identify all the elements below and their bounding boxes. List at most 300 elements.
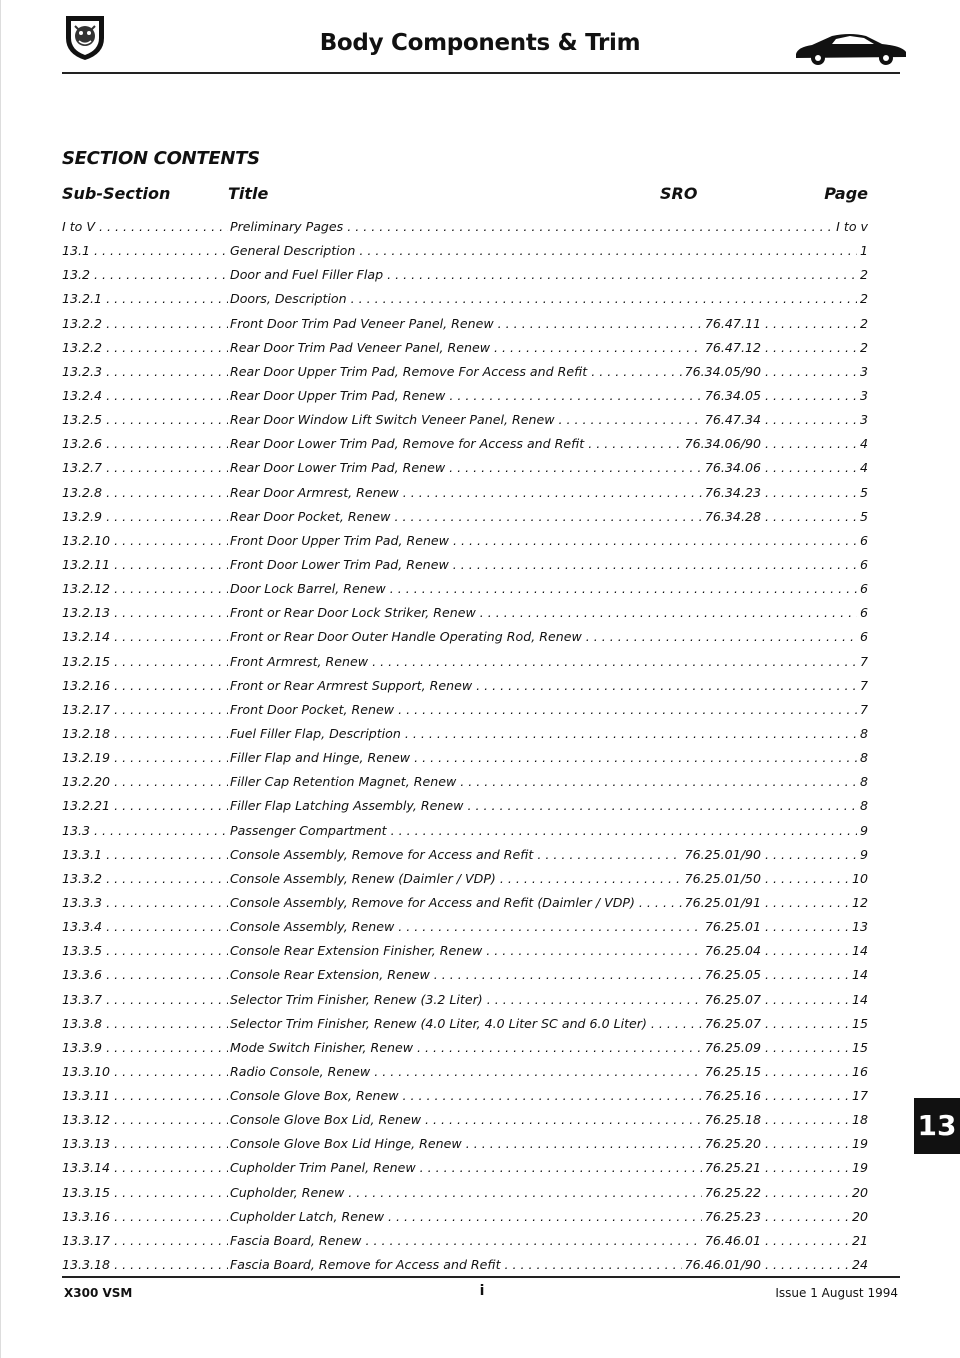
leader-dots <box>374 1060 702 1084</box>
toc-sub-section: 13.3.13 <box>62 1136 111 1152</box>
leader-dots <box>651 1012 702 1036</box>
toc-sub-section: 13.2.2 <box>62 315 103 331</box>
toc-entry-title: Selector Trim Finisher, Renew (3.2 Liter) <box>230 991 483 1007</box>
toc-entry-title: Console Assembly, Remove for Access and Refit <box>230 846 534 862</box>
leader-dots <box>765 1060 849 1084</box>
header-divider <box>62 72 900 74</box>
toc-page-number: 18 <box>851 1112 868 1128</box>
toc-entry-title: Rear Door Upper Trim Pad, Remove For Access and Refit <box>230 363 588 379</box>
toc-row <box>62 312 868 336</box>
toc-entry-title: Rear Door Pocket, Renew <box>230 508 391 524</box>
column-header-sro: SRO <box>660 184 698 203</box>
toc-sub-section: I to V <box>62 219 95 234</box>
leader-dots <box>765 456 857 480</box>
toc-entry-title: Front Door Upper Trim Pad, Renew <box>230 532 449 548</box>
leader-dots <box>106 312 228 336</box>
toc-page-number: 16 <box>851 1063 868 1079</box>
toc-page-number: 19 <box>851 1136 868 1152</box>
leader-dots <box>765 384 857 408</box>
leader-dots <box>114 1205 228 1229</box>
leader-dots <box>588 432 681 456</box>
leader-dots <box>394 505 701 529</box>
leader-dots <box>114 529 228 553</box>
toc-sro-code: 76.25.01/90 <box>684 846 761 862</box>
leader-dots <box>114 1253 228 1277</box>
leader-dots <box>765 432 857 456</box>
toc-page-number: 14 <box>851 967 868 983</box>
toc-sub-section: 13.2.14 <box>62 629 111 645</box>
leader-dots <box>106 456 228 480</box>
leader-dots <box>106 384 228 408</box>
leader-dots <box>114 577 228 601</box>
leader-dots <box>765 481 857 505</box>
toc-sro-code: 76.25.01/50 <box>684 870 761 886</box>
toc-row <box>62 287 868 311</box>
toc-row <box>62 577 868 601</box>
footer-page-number: i <box>479 1283 485 1299</box>
leader-dots <box>765 988 849 1012</box>
toc-page-number: 20 <box>851 1208 868 1224</box>
toc-sub-section: 13.3.15 <box>62 1184 111 1200</box>
toc-entry-title: General Description <box>230 243 356 259</box>
leader-dots <box>765 891 849 915</box>
toc-sub-section: 13.3.16 <box>62 1208 111 1224</box>
leader-dots <box>106 1036 228 1060</box>
toc-sro-code: 76.25.15 <box>704 1063 761 1079</box>
toc-sro-code: 76.34.05/90 <box>684 363 761 379</box>
leader-dots <box>114 1156 228 1180</box>
toc-entry-title: Door and Fuel Filler Flap <box>230 267 384 283</box>
toc-sro-code: 76.47.34 <box>704 412 761 428</box>
toc-sub-section: 13.3.17 <box>62 1232 111 1248</box>
leader-dots <box>398 698 857 722</box>
toc-sub-section: 13.2.19 <box>62 750 111 766</box>
leader-dots <box>114 553 228 577</box>
toc-entry-title: Fuel Filler Flap, Description <box>230 725 401 741</box>
toc-entry-title: Front or Rear Door Outer Handle Operating Rod, Renew <box>230 629 582 645</box>
leader-dots <box>106 963 228 987</box>
toc-sub-section: 13.2.9 <box>62 508 103 524</box>
toc-page-number: 9 <box>859 846 868 862</box>
toc-entry-title: Console Assembly, Renew <box>230 919 395 935</box>
toc-sro-code: 76.47.12 <box>704 339 761 355</box>
leader-dots <box>106 336 228 360</box>
toc-sub-section: 13.2.2 <box>62 339 103 355</box>
toc-sub-section: 13.2.18 <box>62 725 111 741</box>
toc-entry-title: Front Door Trim Pad Veneer Panel, Renew <box>230 315 494 331</box>
leader-dots <box>765 1229 849 1253</box>
toc-page-number: 8 <box>859 798 868 814</box>
toc-row <box>62 674 868 698</box>
toc-page-number: 6 <box>859 605 868 621</box>
toc-sub-section: 13.3.18 <box>62 1257 111 1273</box>
toc-sro-code: 76.25.09 <box>704 1039 761 1055</box>
toc-entry-title: Console Assembly, Renew (Daimler / VDP) <box>230 870 496 886</box>
toc-sub-section: 13.3.11 <box>62 1088 111 1104</box>
leader-dots <box>765 336 857 360</box>
leader-dots <box>591 360 681 384</box>
leader-dots <box>94 819 228 843</box>
leader-dots <box>537 843 681 867</box>
toc-sub-section: 13.3 <box>62 822 91 838</box>
toc-entry-title: Cupholder Trim Panel, Renew <box>230 1160 416 1176</box>
contents-table <box>62 215 868 1277</box>
toc-page-number: 8 <box>859 725 868 741</box>
toc-row <box>62 263 868 287</box>
leader-dots <box>765 1084 849 1108</box>
leader-dots <box>106 505 228 529</box>
leader-dots <box>765 1036 849 1060</box>
toc-page-number: 5 <box>859 508 868 524</box>
leader-dots <box>765 843 857 867</box>
toc-page-number: 6 <box>859 629 868 645</box>
toc-sro-code: 76.34.05 <box>704 387 761 403</box>
leader-dots <box>500 867 682 891</box>
leader-dots <box>765 1012 849 1036</box>
toc-row <box>62 1205 868 1229</box>
leader-dots <box>453 529 857 553</box>
toc-row <box>62 1132 868 1156</box>
toc-sub-section: 13.2 <box>62 267 91 283</box>
toc-page-number: 2 <box>859 267 868 283</box>
toc-page-number: 17 <box>851 1088 868 1104</box>
toc-sro-code: 76.25.20 <box>704 1136 761 1152</box>
toc-entry-title: Door Lock Barrel, Renew <box>230 581 386 597</box>
toc-sro-code: 76.25.07 <box>704 1015 761 1031</box>
leader-dots <box>348 1181 702 1205</box>
toc-entry-title: Console Rear Extension Finisher, Renew <box>230 943 483 959</box>
toc-row <box>62 239 868 263</box>
toc-sub-section: 13.2.15 <box>62 653 111 669</box>
toc-row <box>62 939 868 963</box>
leader-dots <box>114 1181 228 1205</box>
toc-sub-section: 13.3.8 <box>62 1015 103 1031</box>
leader-dots <box>434 963 702 987</box>
leader-dots <box>106 408 228 432</box>
toc-row <box>62 722 868 746</box>
toc-row <box>62 1012 868 1036</box>
toc-sub-section: 13.2.13 <box>62 605 111 621</box>
leader-dots <box>765 408 857 432</box>
leader-dots <box>99 215 228 239</box>
leader-dots <box>351 287 857 311</box>
leader-dots <box>403 481 702 505</box>
leader-dots <box>449 456 702 480</box>
leader-dots <box>453 553 857 577</box>
section-tab-13: 13 <box>914 1098 960 1154</box>
toc-sro-code: 76.25.18 <box>704 1112 761 1128</box>
toc-row <box>62 1108 868 1132</box>
toc-row <box>62 360 868 384</box>
toc-sro-code: 76.34.28 <box>704 508 761 524</box>
leader-dots <box>387 263 857 287</box>
leader-dots <box>106 891 228 915</box>
leader-dots <box>391 819 857 843</box>
toc-row <box>62 1036 868 1060</box>
toc-row <box>62 843 868 867</box>
leader-dots <box>765 963 849 987</box>
toc-row <box>62 215 868 239</box>
toc-sub-section: 13.3.10 <box>62 1063 111 1079</box>
leader-dots <box>359 239 857 263</box>
leader-dots <box>114 770 228 794</box>
leader-dots <box>106 843 228 867</box>
toc-page-number: 4 <box>859 460 868 476</box>
toc-sro-code: 76.34.06/90 <box>684 436 761 452</box>
toc-sub-section: 13.3.6 <box>62 967 103 983</box>
leader-dots <box>114 698 228 722</box>
leader-dots <box>425 1108 702 1132</box>
leader-dots <box>460 770 857 794</box>
leader-dots <box>114 650 228 674</box>
toc-page-number: 7 <box>859 653 868 669</box>
toc-entry-title: Front Door Pocket, Renew <box>230 701 395 717</box>
toc-page-number: 3 <box>859 412 868 428</box>
leader-dots <box>765 1205 849 1229</box>
leader-dots <box>765 1108 849 1132</box>
toc-entry-title: Front or Rear Armrest Support, Renew <box>230 677 473 693</box>
toc-row <box>62 1229 868 1253</box>
leader-dots <box>106 939 228 963</box>
toc-entry-title: Console Glove Box Lid Hinge, Renew <box>230 1136 462 1152</box>
toc-page-number: 19 <box>851 1160 868 1176</box>
toc-page-number: 14 <box>851 943 868 959</box>
toc-sro-code: 76.25.22 <box>704 1184 761 1200</box>
toc-sub-section: 13.3.2 <box>62 870 103 886</box>
toc-entry-title: Rear Door Window Lift Switch Veneer Panel, Renew <box>230 412 555 428</box>
leader-dots <box>449 384 702 408</box>
leader-dots <box>114 722 228 746</box>
toc-page-number: 6 <box>859 532 868 548</box>
toc-page-number: 2 <box>859 339 868 355</box>
leader-dots <box>466 1132 702 1156</box>
leader-dots <box>114 1060 228 1084</box>
toc-sro-code: 76.47.11 <box>704 315 761 331</box>
toc-page-number: 5 <box>859 484 868 500</box>
toc-sub-section: 13.2.10 <box>62 532 111 548</box>
leader-dots <box>639 891 682 915</box>
toc-entry-title: Rear Door Upper Trim Pad, Renew <box>230 387 446 403</box>
leader-dots <box>106 432 228 456</box>
leader-dots <box>106 360 228 384</box>
toc-page-number: 12 <box>851 894 868 910</box>
toc-sub-section: 13.2.17 <box>62 701 111 717</box>
toc-entry-title: Filler Cap Retention Magnet, Renew <box>230 774 457 790</box>
footer-divider <box>62 1276 900 1278</box>
leader-dots <box>487 988 702 1012</box>
toc-entry-title: Filler Flap and Hinge, Renew <box>230 750 411 766</box>
leader-dots <box>114 601 228 625</box>
section-heading: SECTION CONTENTS <box>62 148 260 169</box>
toc-page-number: 3 <box>859 363 868 379</box>
toc-row <box>62 384 868 408</box>
leader-dots <box>106 988 228 1012</box>
toc-entry-title: Radio Console, Renew <box>230 1063 371 1079</box>
toc-row <box>62 915 868 939</box>
leader-dots <box>765 1132 849 1156</box>
toc-entry-title: Filler Flap Latching Assembly, Renew <box>230 798 464 814</box>
toc-sub-section: 13.2.5 <box>62 412 103 428</box>
toc-entry-title: Console Rear Extension, Renew <box>230 967 430 983</box>
leader-dots <box>765 312 857 336</box>
toc-sub-section: 13.3.14 <box>62 1160 111 1176</box>
footer-manual-code: X300 VSM <box>64 1286 133 1300</box>
toc-sub-section: 13.2.11 <box>62 556 111 572</box>
toc-page-number: 7 <box>859 701 868 717</box>
leader-dots <box>114 1108 228 1132</box>
toc-entry-title: Passenger Compartment <box>230 822 387 838</box>
toc-page-number: 21 <box>851 1232 868 1248</box>
leader-dots <box>347 215 833 239</box>
toc-sro-code: 76.25.07 <box>704 991 761 1007</box>
leader-dots <box>765 867 849 891</box>
toc-row <box>62 601 868 625</box>
leader-dots <box>494 336 702 360</box>
toc-row <box>62 963 868 987</box>
toc-entry-title: Console Assembly, Remove for Access and Refit (Daimler / VDP) <box>230 894 635 910</box>
toc-row <box>62 553 868 577</box>
toc-row <box>62 867 868 891</box>
toc-sub-section: 13.2.16 <box>62 677 111 693</box>
toc-sub-section: 13.2.8 <box>62 484 103 500</box>
toc-page-number: 24 <box>851 1257 868 1273</box>
toc-row <box>62 746 868 770</box>
leader-dots <box>114 1229 228 1253</box>
toc-row <box>62 1060 868 1084</box>
leader-dots <box>114 794 228 818</box>
column-header-page: Page <box>824 184 868 203</box>
leader-dots <box>106 287 228 311</box>
car-silhouette-icon <box>792 30 910 66</box>
toc-page-number: 2 <box>859 315 868 331</box>
toc-sro-code: 76.25.01/91 <box>684 894 761 910</box>
toc-entry-title: Rear Door Trim Pad Veneer Panel, Renew <box>230 339 491 355</box>
leader-dots <box>114 1084 228 1108</box>
toc-row <box>62 1084 868 1108</box>
toc-entry-title: Selector Trim Finisher, Renew (4.0 Liter, 4.0 Liter SC and 6.0 Liter) <box>230 1015 647 1031</box>
toc-row <box>62 1181 868 1205</box>
toc-row <box>62 819 868 843</box>
toc-sub-section: 13.3.4 <box>62 919 103 935</box>
page-header-title: Body Components & Trim <box>319 30 641 56</box>
toc-entry-title: Rear Door Armrest, Renew <box>230 484 399 500</box>
leader-dots <box>765 1253 849 1277</box>
toc-page-number: 14 <box>851 991 868 1007</box>
toc-row <box>62 456 868 480</box>
toc-page-number: 2 <box>859 291 868 307</box>
page-edge-line <box>0 0 1 1358</box>
toc-row <box>62 988 868 1012</box>
toc-row <box>62 650 868 674</box>
leader-dots <box>106 1012 228 1036</box>
footer-issue-date: Issue 1 August 1994 <box>775 1286 898 1300</box>
toc-sub-section: 13.2.1 <box>62 291 103 307</box>
leader-dots <box>403 1084 702 1108</box>
toc-sro-code: 76.25.05 <box>704 967 761 983</box>
leader-dots <box>365 1229 701 1253</box>
toc-sub-section: 13.2.7 <box>62 460 103 476</box>
toc-entry-title: Preliminary Pages <box>230 219 344 234</box>
toc-sro-code: 76.25.16 <box>704 1088 761 1104</box>
toc-entry-title: Fascia Board, Remove for Access and Refit <box>230 1257 501 1273</box>
toc-sro-code: 76.46.01 <box>704 1232 761 1248</box>
toc-page-number: 13 <box>851 919 868 935</box>
toc-sub-section: 13.1 <box>62 243 91 259</box>
leader-dots <box>414 746 857 770</box>
toc-row <box>62 408 868 432</box>
leader-dots <box>765 505 857 529</box>
toc-sub-section: 13.2.21 <box>62 798 111 814</box>
toc-entry-title: Rear Door Lower Trim Pad, Renew <box>230 460 446 476</box>
toc-sub-section: 13.3.9 <box>62 1039 103 1055</box>
toc-page-number: 9 <box>859 822 868 838</box>
toc-row <box>62 432 868 456</box>
toc-sub-section: 13.2.6 <box>62 436 103 452</box>
toc-entry-title: Fascia Board, Renew <box>230 1232 362 1248</box>
toc-entry-title: Rear Door Lower Trim Pad, Remove for Access and Refit <box>230 436 585 452</box>
toc-page-number: 8 <box>859 750 868 766</box>
toc-sub-section: 13.2.3 <box>62 363 103 379</box>
toc-sub-section: 13.3.7 <box>62 991 103 1007</box>
toc-entry-title: Front Armrest, Renew <box>230 653 369 669</box>
toc-row <box>62 481 868 505</box>
leader-dots <box>486 939 702 963</box>
leader-dots <box>420 1156 702 1180</box>
toc-sub-section: 13.2.4 <box>62 387 103 403</box>
leader-dots <box>114 625 228 649</box>
leader-dots <box>765 939 849 963</box>
toc-sro-code: 76.46.01/90 <box>684 1257 761 1273</box>
leader-dots <box>498 312 702 336</box>
leader-dots <box>94 239 228 263</box>
leader-dots <box>106 915 228 939</box>
toc-page-number: 7 <box>859 677 868 693</box>
leader-dots <box>106 481 228 505</box>
leader-dots <box>398 915 702 939</box>
leader-dots <box>388 1205 702 1229</box>
toc-entry-title: Front Door Lower Trim Pad, Renew <box>230 556 449 572</box>
leader-dots <box>467 794 857 818</box>
toc-entry-title: Cupholder, Renew <box>230 1184 345 1200</box>
toc-page-number: 15 <box>851 1015 868 1031</box>
toc-entry-title: Mode Switch Finisher, Renew <box>230 1039 414 1055</box>
toc-row <box>62 529 868 553</box>
toc-entry-title: Console Glove Box, Renew <box>230 1088 399 1104</box>
leader-dots <box>94 263 228 287</box>
leader-dots <box>559 408 702 432</box>
toc-page-number: 6 <box>859 556 868 572</box>
toc-sro-code: 76.25.01 <box>704 919 761 935</box>
toc-sub-section: 13.3.5 <box>62 943 103 959</box>
leader-dots <box>106 867 228 891</box>
toc-page-number: I to v <box>836 219 868 234</box>
toc-sub-section: 13.3.12 <box>62 1112 111 1128</box>
column-header-sub-section: Sub-Section <box>62 184 171 203</box>
toc-row <box>62 1156 868 1180</box>
toc-row <box>62 336 868 360</box>
leader-dots <box>114 1132 228 1156</box>
toc-sro-code: 76.34.06 <box>704 460 761 476</box>
toc-row <box>62 794 868 818</box>
leader-dots <box>480 601 857 625</box>
leader-dots <box>765 1181 849 1205</box>
leader-dots <box>114 674 228 698</box>
toc-sub-section: 13.2.20 <box>62 774 111 790</box>
toc-sub-section: 13.2.12 <box>62 581 111 597</box>
leader-dots <box>405 722 857 746</box>
toc-sro-code: 76.25.23 <box>704 1208 761 1224</box>
toc-row <box>62 770 868 794</box>
